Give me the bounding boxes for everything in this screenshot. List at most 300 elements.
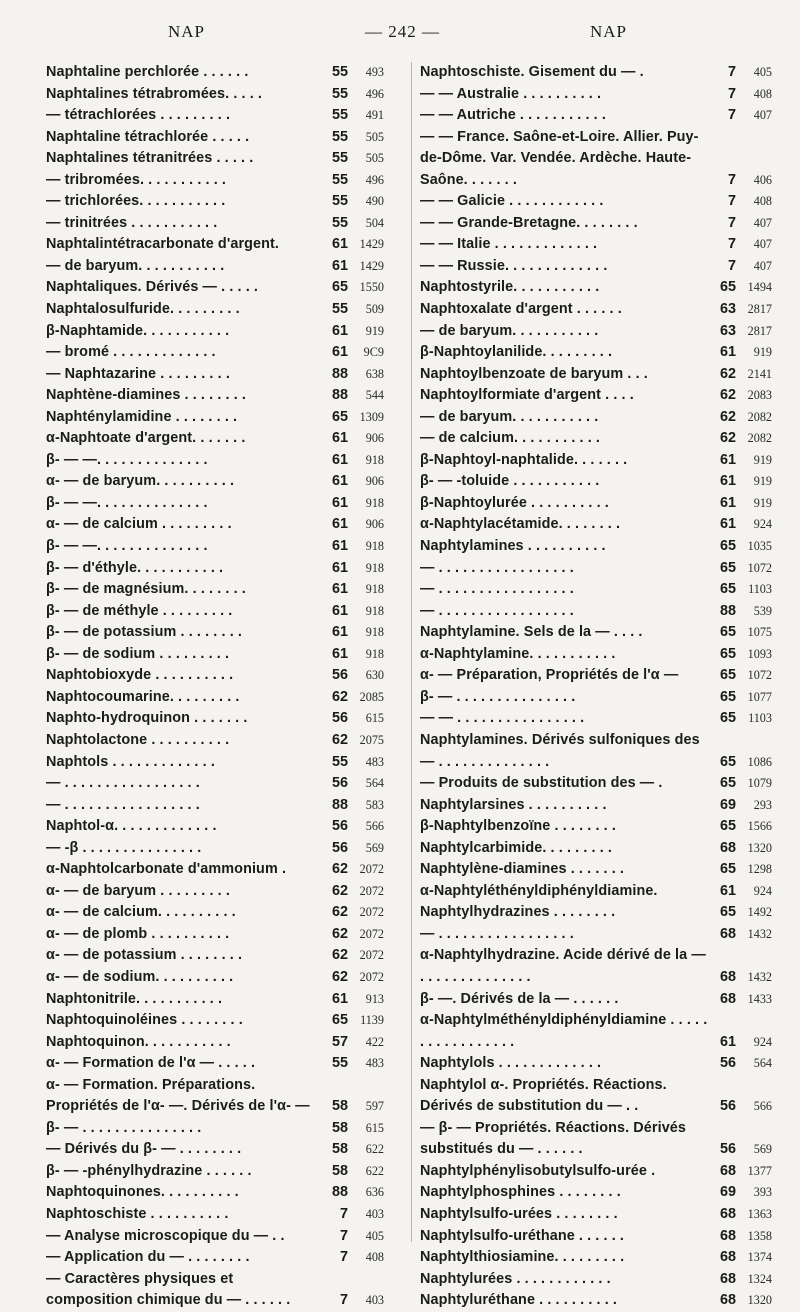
entry-page: 2817	[747, 323, 772, 338]
entry-volume: 7	[727, 214, 736, 231]
entry-volume: 69	[719, 1184, 736, 1201]
entry-page: 505	[365, 151, 384, 166]
entry-volume: 61	[331, 559, 348, 576]
index-entry	[420, 687, 772, 709]
entry-page: 1103	[748, 711, 772, 726]
column-divider	[411, 62, 412, 1242]
entry-volume: 56	[719, 1141, 736, 1158]
entry-volume: 55	[331, 214, 348, 231]
entry-volume: 61	[331, 430, 348, 447]
entry-page: 1377	[747, 1163, 772, 1178]
entry-page: 483	[365, 1056, 384, 1071]
entry-volume: 7	[727, 171, 736, 188]
index-entry	[46, 1010, 384, 1032]
entry-page: 405	[365, 1228, 384, 1243]
index-entry	[46, 924, 384, 946]
index-entry	[46, 321, 384, 343]
entry-volume: 55	[331, 193, 348, 210]
entry-page: 1432	[747, 926, 772, 941]
entry-page: 918	[365, 582, 384, 597]
entry-volume: 61	[331, 581, 348, 598]
index-entry	[46, 1118, 384, 1140]
entry-term: β- — . . . . . . . . . . . . . . .	[46, 1119, 202, 1136]
entry-volume: 61	[719, 344, 736, 361]
entry-term: β- — —. . . . . . . . . . . . . .	[46, 494, 208, 511]
index-entry	[420, 62, 772, 84]
entry-volume: 7	[727, 193, 736, 210]
entry-term: α- — Préparation, Propriétés de l'α —	[420, 667, 679, 684]
entry-volume: 61	[719, 451, 736, 468]
index-entry	[46, 1226, 384, 1248]
entry-page: 569	[365, 840, 384, 855]
entry-page: 2083	[747, 388, 772, 403]
entry-page: 906	[365, 517, 384, 532]
entry-page: 1566	[747, 819, 772, 834]
index-entry	[46, 1204, 384, 1226]
entry-volume: 56	[331, 839, 348, 856]
entry-volume: 61	[719, 473, 736, 490]
index-entry	[420, 191, 772, 213]
entry-term: — de baryum. . . . . . . . . . .	[46, 257, 225, 274]
entry-term: β- — -phénylhydrazine . . . . . .	[46, 1162, 252, 1179]
entry-volume: 56	[331, 818, 348, 835]
entry-term: α-Naphtylacétamide. . . . . . . .	[420, 516, 621, 533]
entry-page: 2082	[747, 409, 772, 424]
entry-term: — tribromées. . . . . . . . . . .	[46, 171, 227, 188]
entry-term: β- — —. . . . . . . . . . . . . .	[46, 538, 208, 555]
entry-page: 2072	[359, 905, 384, 920]
entry-page: 564	[365, 776, 384, 791]
index-entry	[420, 881, 772, 903]
entry-page: 583	[365, 797, 384, 812]
index-entry	[420, 407, 772, 429]
index-entry	[46, 62, 384, 84]
entry-volume: 68	[719, 1270, 736, 1287]
index-entry	[420, 579, 772, 601]
entry-page: 1320	[747, 840, 772, 855]
entry-page: 566	[365, 819, 384, 834]
entry-volume: 88	[331, 387, 348, 404]
entry-term: Naphtocoumarine. . . . . . . . .	[46, 688, 240, 705]
entry-page: 1363	[747, 1206, 772, 1221]
index-entry	[46, 730, 384, 752]
entry-term: α- — de baryum. . . . . . . . . .	[46, 473, 235, 490]
index-entry	[46, 1182, 384, 1204]
entry-volume: 65	[331, 1012, 348, 1029]
index-entry	[420, 795, 772, 817]
entry-volume: 61	[331, 516, 348, 533]
index-entry	[46, 514, 384, 536]
entry-page: 1374	[747, 1250, 772, 1265]
entry-term: Naphtylhydrazines . . . . . . . .	[420, 904, 616, 921]
entry-volume: 68	[719, 925, 736, 942]
entry-term: β-Naphtamide. . . . . . . . . . .	[46, 322, 230, 339]
entry-term: — . . . . . . . . . . . . . . . . .	[46, 796, 200, 813]
entry-term: Naphtalines tétranitrées . . . . .	[46, 150, 254, 167]
entry-volume: 68	[719, 839, 736, 856]
entry-page: 504	[365, 215, 384, 230]
index-entry	[420, 385, 772, 407]
index-entry	[46, 148, 384, 170]
entry-term: — . . . . . . . . . . . . . . . . .	[420, 559, 574, 576]
index-entry	[420, 622, 772, 644]
entry-page: 496	[365, 86, 384, 101]
index-entry	[46, 945, 384, 967]
entry-volume: 61	[331, 236, 348, 253]
entry-page: 408	[365, 1250, 384, 1265]
entry-term: Naphtoschiste. Gisement du — .	[420, 64, 644, 80]
index-entry	[46, 256, 384, 278]
entry-term: α-Naphtylméthényldiphényldiamine . . . . . . . . . . . . . . . . .	[420, 1012, 708, 1050]
index-entry	[420, 1010, 772, 1053]
entry-term: — bromé . . . . . . . . . . . . .	[46, 344, 216, 361]
entry-term: β-Naphtylbenzoïne . . . . . . . .	[420, 818, 616, 835]
entry-volume: 62	[719, 387, 736, 404]
entry-volume: 68	[719, 1205, 736, 1222]
entry-term: Naphtols . . . . . . . . . . . . .	[46, 753, 215, 770]
index-entry	[420, 924, 772, 946]
entry-volume: 65	[719, 559, 736, 576]
entry-page: 483	[365, 754, 384, 769]
index-entry	[420, 471, 772, 493]
entry-volume: 65	[719, 279, 736, 296]
entry-page: 906	[365, 474, 384, 489]
entry-page: 918	[365, 452, 384, 467]
index-entry	[420, 1204, 772, 1226]
entry-term: — — France. Saône-et-Loire. Allier. Puy-de-Dôme. Var. Vendée. Ardèche. Haute-Saône. . . . . . .	[420, 128, 699, 188]
entry-term: α-Naphtoate d'argent. . . . . . .	[46, 430, 246, 447]
entry-term: Naphtylol α-. Propriétés. Réactions. Dérivés de substitution du — . .	[420, 1076, 667, 1115]
entry-volume: 57	[331, 1033, 348, 1050]
entry-term: — — Australie . . . . . . . . . .	[420, 85, 602, 102]
index-entry	[46, 536, 384, 558]
index-entry	[46, 428, 384, 450]
entry-volume: 62	[719, 408, 736, 425]
entry-term: — — Grande-Bretagne. . . . . . . .	[420, 214, 638, 231]
entry-term: — tétrachlorées . . . . . . . . .	[46, 107, 231, 124]
entry-volume: 61	[331, 990, 348, 1007]
entry-term: Naphtostyrile. . . . . . . . . . .	[420, 279, 600, 296]
entry-term: — trichlorées. . . . . . . . . . .	[46, 193, 226, 210]
entry-term: α-Naphtylamine. . . . . . . . . . .	[420, 645, 616, 662]
index-entry	[46, 665, 384, 687]
index-entry	[420, 838, 772, 860]
entry-page: 1035	[747, 539, 772, 554]
index-entry	[420, 1075, 772, 1118]
entry-term: α- — Formation. Préparations. Propriétés de l'α- —. Dérivés de l'α- —	[46, 1076, 310, 1115]
entry-page: 2072	[359, 926, 384, 941]
entry-page: 405	[753, 65, 772, 79]
entry-page: 1086	[747, 754, 772, 769]
entry-volume: 88	[331, 365, 348, 382]
entry-term: Naphtol-α. . . . . . . . . . . . .	[46, 818, 217, 835]
index-entry	[46, 881, 384, 903]
entry-volume: 65	[719, 775, 736, 792]
entry-volume: 63	[719, 301, 736, 318]
entry-page: 408	[753, 194, 772, 209]
index-entry	[420, 105, 772, 127]
index-entry	[46, 471, 384, 493]
index-entry	[420, 773, 772, 795]
entry-page: 293	[753, 797, 772, 812]
entry-page: 1320	[747, 1293, 772, 1308]
entry-page: 924	[753, 1034, 772, 1049]
entry-page: 1072	[747, 560, 772, 575]
entry-term: — . . . . . . . . . . . . . . . . .	[420, 602, 574, 619]
entry-page: 403	[365, 1206, 384, 1221]
entry-term: α-Naphtolcarbonate d'ammonium .	[46, 861, 287, 878]
index-entry	[46, 579, 384, 601]
index-entry	[46, 967, 384, 989]
index-column-right	[420, 62, 772, 1312]
entry-page: 1550	[359, 280, 384, 295]
index-entry	[420, 127, 772, 192]
index-column-left	[46, 62, 384, 1312]
index-entry	[420, 493, 772, 515]
entry-volume: 65	[719, 753, 736, 770]
entry-volume: 68	[719, 1249, 736, 1266]
index-entry	[46, 1139, 384, 1161]
entry-term: Naphtylamines . . . . . . . . . .	[420, 538, 606, 555]
entry-term: Naphtoylbenzoate de baryum . . .	[420, 365, 648, 382]
entry-page: 918	[365, 539, 384, 554]
entry-volume: 7	[727, 64, 736, 80]
index-entry	[420, 256, 772, 278]
index-entry	[420, 1226, 772, 1248]
entry-term: α- — de potassium . . . . . . . .	[46, 947, 243, 964]
index-entry	[420, 665, 772, 687]
entry-volume: 56	[719, 1098, 736, 1115]
entry-term: Naphtène-diamines . . . . . . . .	[46, 387, 247, 404]
entry-term: — -β . . . . . . . . . . . . . . .	[46, 839, 202, 856]
entry-volume: 65	[331, 279, 348, 296]
entry-term: Naphto-hydroquinon . . . . . . .	[46, 710, 248, 727]
entry-volume: 55	[331, 150, 348, 167]
entry-page: 636	[365, 1185, 384, 1200]
index-entry	[46, 364, 384, 386]
index-entry	[420, 1269, 772, 1291]
entry-page: 924	[753, 883, 772, 898]
index-entry	[46, 407, 384, 429]
entry-page: 403	[365, 1293, 384, 1308]
entry-page: 918	[365, 603, 384, 618]
entry-term: — de baryum. . . . . . . . . . .	[420, 322, 599, 339]
entry-page: 406	[753, 172, 772, 187]
entry-volume: 62	[331, 882, 348, 899]
entry-page: 407	[753, 237, 772, 252]
entry-volume: 55	[331, 171, 348, 188]
entry-page: 638	[365, 366, 384, 381]
index-entry	[46, 493, 384, 515]
entry-term: Naphtolactone . . . . . . . . . .	[46, 731, 230, 748]
entry-volume: 7	[727, 107, 736, 124]
entry-page: 622	[365, 1163, 384, 1178]
page-number: — 242 —	[365, 22, 440, 41]
entry-volume: 56	[331, 667, 348, 684]
entry-term: — — Galicie . . . . . . . . . . . .	[420, 193, 604, 210]
index-entry	[46, 385, 384, 407]
entry-term: β-Naphtoylurée . . . . . . . . . .	[420, 494, 609, 511]
entry-volume: 65	[719, 861, 736, 878]
entry-volume: 7	[727, 85, 736, 102]
entry-term: β- —. Dérivés de la — . . . . . .	[420, 990, 619, 1007]
entry-page: 919	[365, 323, 384, 338]
entry-term: Naphtonitrile. . . . . . . . . . .	[46, 990, 223, 1007]
index-entry	[46, 1075, 384, 1118]
entry-volume: 65	[331, 408, 348, 425]
entry-term: — de calcium. . . . . . . . . . .	[420, 430, 601, 447]
entry-volume: 62	[719, 365, 736, 382]
entry-page: 2141	[747, 366, 772, 381]
index-entry	[46, 213, 384, 235]
entry-page: 913	[365, 991, 384, 1006]
entry-page: 1358	[747, 1228, 772, 1243]
entry-page: 1433	[747, 991, 772, 1006]
entry-volume: 56	[331, 710, 348, 727]
index-entry	[420, 213, 772, 235]
entry-volume: 7	[339, 1205, 348, 1222]
entry-volume: 61	[719, 882, 736, 899]
entry-term: Naphtaline tétrachlorée . . . . .	[46, 128, 250, 145]
entry-term: α-Naphtyléthényldiphényldiamine.	[420, 882, 658, 899]
entry-term: — — Italie . . . . . . . . . . . . .	[420, 236, 598, 253]
index-entry	[46, 752, 384, 774]
index-entry	[420, 450, 772, 472]
header-right-keyword: NAP	[590, 22, 628, 41]
entry-volume: 88	[719, 602, 736, 619]
entry-volume: 62	[719, 430, 736, 447]
entry-page: 1432	[747, 969, 772, 984]
entry-term: — Dérivés du β- — . . . . . . . .	[46, 1141, 242, 1158]
entry-page: 2072	[359, 883, 384, 898]
entry-term: Naphténylamidine . . . . . . . .	[46, 408, 238, 425]
entry-page: 622	[365, 1142, 384, 1157]
index-entry	[46, 299, 384, 321]
entry-term: α- — de plomb . . . . . . . . . .	[46, 925, 230, 942]
entry-volume: 58	[331, 1098, 348, 1115]
entry-page: 2072	[359, 969, 384, 984]
index-entry	[46, 84, 384, 106]
entry-term: Naphtalines tétrabromées. . . . .	[46, 85, 263, 102]
index-entry	[420, 1247, 772, 1269]
index-entry	[46, 644, 384, 666]
entry-volume: 61	[719, 516, 736, 533]
entry-term: α- — de calcium. . . . . . . . . .	[46, 904, 236, 921]
index-entry	[46, 191, 384, 213]
entry-volume: 62	[331, 688, 348, 705]
index-entry	[420, 989, 772, 1011]
entry-volume: 7	[339, 1227, 348, 1244]
entry-volume: 61	[331, 344, 348, 361]
index-entry	[420, 299, 772, 321]
index-entry	[420, 84, 772, 106]
entry-page: 615	[365, 1120, 384, 1135]
index-entry	[420, 644, 772, 666]
entry-volume: 68	[719, 968, 736, 985]
entry-volume: 61	[331, 538, 348, 555]
entry-term: — Naphtazarine . . . . . . . . .	[46, 365, 230, 382]
entry-term: Naphtylcarbimide. . . . . . . . .	[420, 839, 613, 856]
index-entry	[420, 730, 772, 773]
entry-term: — . . . . . . . . . . . . . . . . .	[420, 925, 574, 942]
entry-term: Naphtaline perchlorée . . . . . .	[46, 64, 249, 80]
entry-page: 2075	[359, 732, 384, 747]
entry-term: Naphtoylformiate d'argent . . . .	[420, 387, 634, 404]
entry-term: α- — de sodium. . . . . . . . . .	[46, 968, 234, 985]
entry-page: 918	[365, 625, 384, 640]
index-entry	[46, 234, 384, 256]
entry-term: Naphtylurées . . . . . . . . . . . .	[420, 1270, 611, 1287]
index-entry	[420, 902, 772, 924]
entry-term: Naphtylène-diamines . . . . . . .	[420, 861, 625, 878]
entry-term: — Caractères physiques et composition chimique du — . . . . . .	[46, 1270, 291, 1309]
page-header	[0, 22, 800, 50]
entry-term: β-Naphtoylanilide. . . . . . . . .	[420, 344, 613, 361]
entry-term: α-Naphtylhydrazine. Acide dérivé de la — . . . . . . . . . . . . . .	[420, 947, 706, 985]
index-entry	[46, 816, 384, 838]
index-entry	[46, 773, 384, 795]
entry-volume: 7	[339, 1249, 348, 1266]
entry-term: β- — de potassium . . . . . . . .	[46, 624, 242, 641]
entry-page: 919	[753, 495, 772, 510]
entry-term: — Application du — . . . . . . . .	[46, 1249, 250, 1266]
entry-volume: 61	[331, 451, 348, 468]
index-entry	[46, 450, 384, 472]
entry-volume: 62	[331, 947, 348, 964]
entry-page: 918	[365, 560, 384, 575]
entry-page: 918	[365, 646, 384, 661]
entry-page: 1077	[747, 689, 772, 704]
entry-term: β- — . . . . . . . . . . . . . . .	[420, 688, 576, 705]
entry-volume: 61	[719, 494, 736, 511]
index-entry	[420, 558, 772, 580]
entry-volume: 61	[331, 624, 348, 641]
entry-page: 408	[753, 86, 772, 101]
entry-page: 2072	[359, 948, 384, 963]
entry-page: 569	[753, 1142, 772, 1157]
entry-term: Naphtoxalate d'argent . . . . . .	[420, 301, 622, 318]
entry-volume: 61	[331, 322, 348, 339]
entry-term: — — Autriche . . . . . . . . . . .	[420, 107, 606, 124]
entry-volume: 55	[331, 85, 348, 102]
entry-page: 407	[753, 258, 772, 273]
index-entry	[46, 989, 384, 1011]
entry-page: 1072	[747, 668, 772, 683]
entry-term: Naphtobioxyde . . . . . . . . . .	[46, 667, 234, 684]
entry-term: — — Russie. . . . . . . . . . . . .	[420, 257, 608, 274]
entry-term: β- — de magnésium. . . . . . . .	[46, 581, 246, 598]
entry-volume: 55	[331, 1055, 348, 1072]
entry-volume: 61	[331, 473, 348, 490]
entry-page: 544	[365, 388, 384, 403]
index-entry	[420, 364, 772, 386]
entry-volume: 61	[331, 602, 348, 619]
entry-volume: 68	[719, 990, 736, 1007]
entry-volume: 88	[331, 796, 348, 813]
entry-volume: 56	[331, 775, 348, 792]
entry-volume: 65	[719, 581, 736, 598]
index-entry	[46, 1247, 384, 1269]
entry-volume: 7	[339, 1292, 348, 1309]
entry-term: Naphtoschiste . . . . . . . . . .	[46, 1205, 229, 1222]
entry-page: 1075	[747, 625, 772, 640]
index-entry	[46, 902, 384, 924]
entry-page: 496	[365, 172, 384, 187]
entry-page: 491	[365, 108, 384, 123]
entry-volume: 62	[331, 968, 348, 985]
entry-page: 906	[365, 431, 384, 446]
entry-page: 539	[753, 603, 772, 618]
